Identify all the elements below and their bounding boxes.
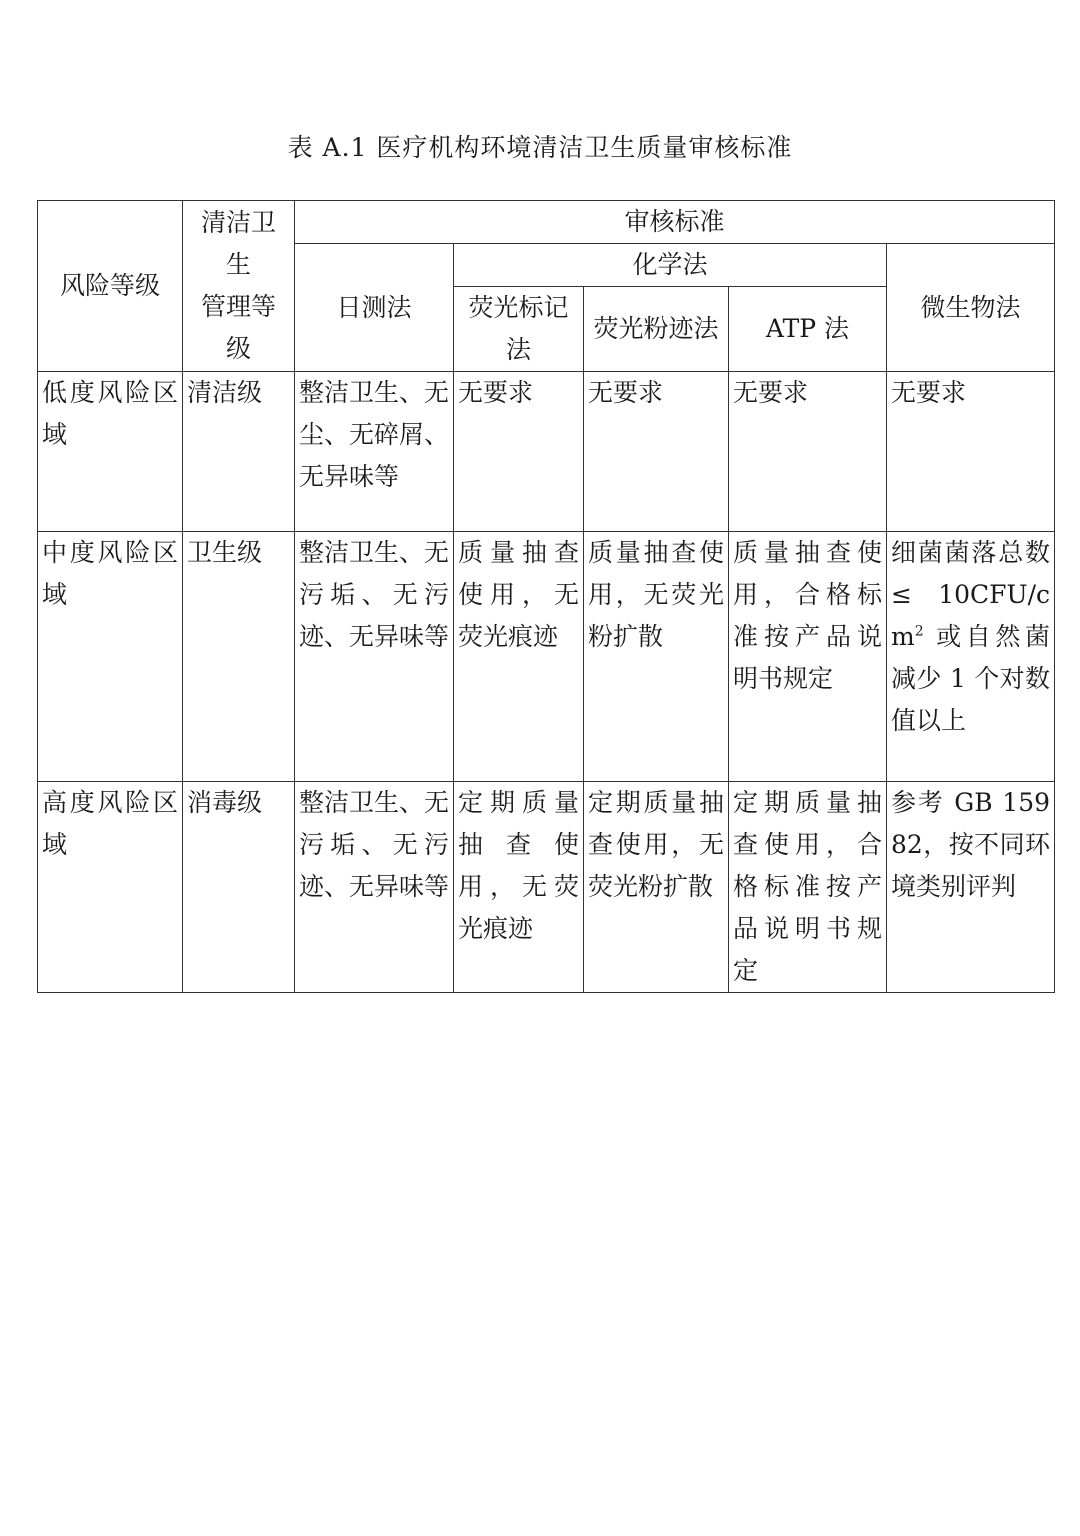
cell-atp: 定期质量抽查使用，合格标准按产品说明书规定	[729, 782, 887, 993]
header-mgmt-level-line: 级	[225, 334, 251, 363]
cell-level: 清洁级	[183, 372, 295, 532]
table-row-medium-risk	[38, 532, 1055, 782]
cell-marker: 定期质量抽查使用，无荧光痕迹	[454, 782, 584, 993]
cell-microbe: 参考 GB 15982，按不同环境类别评判	[887, 782, 1055, 993]
cell-powder: 定期质量抽查使用，无荧光粉扩散	[584, 782, 729, 993]
cell-atp: 无要求	[729, 372, 887, 532]
header-atp-method: ATP 法	[729, 287, 887, 372]
header-mgmt-level-line: 生	[225, 250, 251, 279]
cell-powder: 无要求	[584, 372, 729, 532]
cell-visual: 整洁卫生、无污垢、无污迹、无异味等	[295, 782, 454, 993]
header-mgmt-level	[183, 201, 295, 372]
cell-visual: 整洁卫生、无尘、无碎屑、无异味等	[295, 372, 454, 532]
table-row-high-risk	[38, 782, 1055, 993]
cell-powder: 质量抽查使用，无荧光粉扩散	[584, 532, 729, 782]
header-fluorescent-marker	[454, 287, 584, 372]
header-mgmt-level-line: 管理等	[200, 292, 276, 321]
header-audit-standard: 审核标准	[295, 201, 1055, 244]
header-chemical-method: 化学法	[454, 244, 887, 287]
cell-marker: 无要求	[454, 372, 584, 532]
header-fluorescent-marker-line: 法	[505, 335, 531, 364]
cell-atp: 质量抽查使用，合格标准按产品说明书规定	[729, 532, 887, 782]
cell-microbe-text-tail: 或自然菌减少 1 个对数值以上	[891, 622, 1051, 735]
table-row-low-risk	[38, 372, 1055, 532]
audit-standard-table	[37, 200, 1055, 993]
header-microbial-method: 微生物法	[887, 244, 1055, 372]
header-fluorescent-marker-line: 荧光标记	[468, 293, 569, 322]
cell-visual: 整洁卫生、无污垢、无污迹、无异味等	[295, 532, 454, 782]
header-mgmt-level-line: 清洁卫	[200, 208, 276, 237]
header-fluorescent-powder: 荧光粉迹法	[584, 287, 729, 372]
cell-risk: 低度风险区域	[38, 372, 183, 532]
cell-level: 卫生级	[183, 532, 295, 782]
header-row-1	[38, 201, 1055, 244]
cell-microbe-superscript: 2	[914, 623, 924, 640]
header-risk-level: 风险等级	[38, 201, 183, 372]
cell-microbe	[887, 532, 1055, 782]
cell-marker: 质量抽查使用，无荧光痕迹	[454, 532, 584, 782]
table-title: 表 A.1 医疗机构环境清洁卫生质量审核标准	[287, 133, 793, 162]
cell-risk: 中度风险区域	[38, 532, 183, 782]
cell-microbe-text: 细菌菌落总数 ≤ 10CFU/cm	[891, 538, 1051, 651]
cell-risk: 高度风险区域	[38, 782, 183, 993]
cell-microbe: 无要求	[887, 372, 1055, 532]
header-visual-method: 日测法	[295, 244, 454, 372]
cell-level: 消毒级	[183, 782, 295, 993]
